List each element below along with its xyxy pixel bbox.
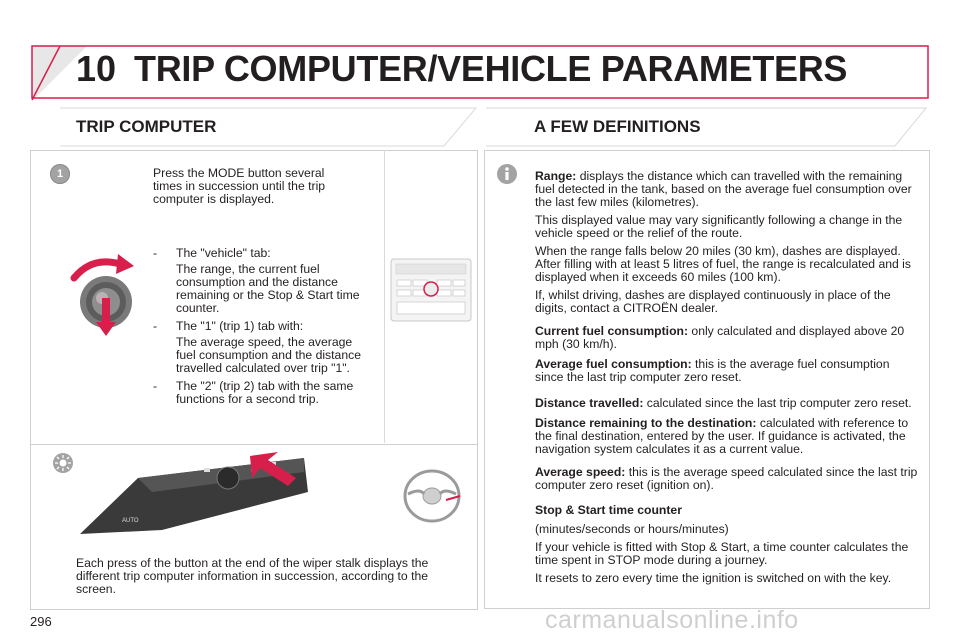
panel-divider: [384, 150, 385, 443]
definitions-list: [535, 170, 919, 590]
average-consumption-definition: Average fuel consumption: this is the average fuel consumption since the last trip computer zero reset.: [535, 357, 890, 384]
info-icon: [497, 164, 517, 184]
distance-travelled-definition: Distance travelled: calculated since the last trip computer zero reset.: [535, 396, 912, 410]
stop-start-units: (minutes/seconds or hours/minutes): [535, 522, 729, 536]
range-definition: Range: displays the distance which can travelled with the remaining fuel detected in the tank, based on the average fuel consumption over the last few miles (kilometres).: [535, 169, 912, 209]
step-badge: 1: [50, 164, 70, 184]
stop-start-heading: Stop & Start time counter: [535, 503, 682, 517]
radio-panel-icon: [390, 258, 472, 322]
stalk-text: Each press of the button at the end of the wiper stalk displays the different trip computer information in succession, according to the screen.: [76, 556, 429, 596]
definitions-heading: A FEW DEFINITIONS: [534, 117, 701, 136]
range-note-2: When the range falls below 20 miles (30 km), dashes are displayed. After filling with at least 5 litres of fuel, the range is recalculated and is displayed when it exceeds 60 miles (100 km).: [535, 244, 911, 284]
range-note-3: If, whilst driving, dashes are displayed continuously in place of the digits, contact a CITROËN dealer.: [535, 288, 891, 315]
trip-computer-heading: TRIP COMPUTER: [76, 117, 217, 136]
chapter-number: 10: [76, 48, 117, 89]
watermark: carmanualsonline.info: [545, 606, 799, 634]
average-speed-definition: Average speed: this is the average speed calculated since the last trip computer zero reset (ignition on).: [535, 465, 918, 492]
tab-list: [153, 247, 373, 411]
page-title: TRIP COMPUTER/VEHICLE PARAMETERS: [134, 48, 848, 89]
range-note-1: This displayed value may vary significantly following a change in the vehicle speed or the relief of the route.: [535, 213, 903, 240]
list-item: - The "vehicle" tab: The range, the current fuel consumption and the distance remaining or the Stop & Start time counter.: [153, 246, 360, 315]
list-item: - The "2" (trip 2) tab with the same functions for a second trip.: [153, 379, 354, 406]
steering-wheel-icon: [400, 466, 466, 526]
stop-start-reset: It resets to zero every time the ignition is switched on with the key.: [535, 571, 892, 585]
svg-text:AUTO: AUTO: [122, 518, 139, 524]
wiper-stalk-icon: [72, 448, 312, 544]
list-item: - The "1" (trip 1) tab with: The average speed, the average fuel consumption and the distance travelled calculated over trip "1".: [153, 319, 361, 375]
mode-button-icon: [62, 250, 152, 340]
distance-remaining-definition: Distance remaining to the destination: calculated with reference to the final destination, entered by the user. If guidance is activated, the navigation system calculates it as a current value.: [535, 416, 909, 456]
current-consumption-definition: Current fuel consumption: only calculated and displayed above 20 mph (30 km/h).: [535, 324, 905, 351]
light-icon: [53, 453, 73, 473]
mode-intro-text: Press the MODE button several times in succession until the trip computer is displayed.: [153, 166, 326, 206]
page-number: 296: [30, 614, 52, 629]
stop-start-text: If your vehicle is fitted with Stop & Start, a time counter calculates the time spent in STOP mode during a journey.: [535, 540, 909, 567]
